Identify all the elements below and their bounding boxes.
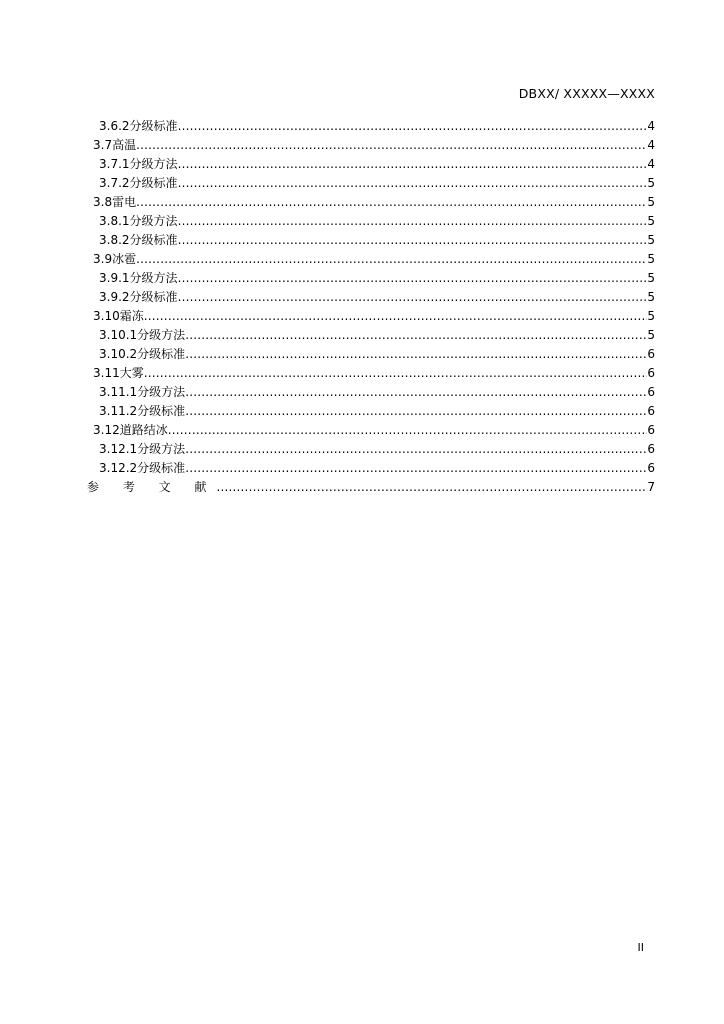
toc-entry[interactable] — [99, 326, 655, 345]
toc-entry-title: 分级方法 — [129, 271, 178, 285]
toc-entry[interactable] — [99, 459, 655, 478]
toc-entry-number: 3.12 — [93, 423, 120, 437]
toc-entry-title: 分级方法 — [137, 442, 186, 456]
toc-dot-leader — [216, 478, 647, 497]
toc-entry-page-number: 6 — [647, 347, 655, 361]
toc-entry[interactable] — [93, 364, 655, 383]
toc-entry-title: 分级标准 — [137, 461, 186, 475]
toc-entry-page-number: 6 — [647, 366, 655, 380]
toc-entry-page-number: 4 — [647, 138, 655, 152]
toc-dot-leader — [136, 193, 647, 212]
toc-entry-number: 3.6.2 — [99, 119, 130, 133]
toc-dot-leader — [185, 402, 647, 421]
toc-entry[interactable] — [99, 117, 655, 136]
toc-dot-leader — [178, 117, 648, 136]
toc-entry-number: 3.12.1 — [99, 442, 138, 456]
toc-entry-page-number: 4 — [647, 119, 655, 133]
document-code-header: DBXX/ XXXXX—XXXX — [518, 86, 655, 101]
toc-entry-title: 分级方法 — [137, 328, 186, 342]
toc-entry-number: 3.12.2 — [99, 461, 138, 475]
toc-dot-leader — [178, 174, 648, 193]
toc-entry-page-number: 5 — [647, 309, 655, 323]
toc-entry[interactable] — [99, 383, 655, 402]
toc-entry-title: 分级方法 — [137, 385, 186, 399]
toc-entry-page-number: 6 — [647, 385, 655, 399]
toc-entry-number: 3.9.1 — [99, 271, 130, 285]
toc-entry-number: 3.11.2 — [99, 404, 138, 418]
toc-entry-number: 3.10.2 — [99, 347, 138, 361]
toc-entry-page-number: 6 — [647, 442, 655, 456]
toc-entry-number: 3.11.1 — [99, 385, 138, 399]
toc-dot-leader — [144, 307, 648, 326]
toc-dot-leader — [178, 155, 648, 174]
toc-entry[interactable] — [99, 174, 655, 193]
toc-entry[interactable] — [99, 288, 655, 307]
toc-entry[interactable] — [99, 345, 655, 364]
toc-entry-page-number: 6 — [647, 461, 655, 475]
toc-entry-page-number: 5 — [647, 252, 655, 266]
toc-entry-title: 分级方法 — [129, 157, 178, 171]
toc-entry-number: 3.8 — [93, 195, 113, 209]
toc-entry-title: 分级方法 — [129, 214, 178, 228]
toc-dot-leader — [185, 459, 647, 478]
toc-entry-page-number: 5 — [647, 176, 655, 190]
toc-entry-page-number: 5 — [647, 271, 655, 285]
toc-entry[interactable] — [93, 193, 655, 212]
page-number-footer: II — [637, 941, 644, 954]
toc-entry-title: 分级标准 — [129, 233, 178, 247]
toc-entry[interactable] — [93, 421, 655, 440]
toc-dot-leader — [168, 421, 648, 440]
toc-entry-number: 3.8.2 — [99, 233, 130, 247]
toc-entry-title: 冰雹 — [112, 252, 137, 266]
toc-entry-page-number: 5 — [647, 214, 655, 228]
toc-entry-number: 3.7.2 — [99, 176, 130, 190]
toc-entry-title: 雷电 — [112, 195, 137, 209]
toc-entry-title: 分级标准 — [137, 347, 186, 361]
toc-dot-leader — [178, 231, 648, 250]
toc-entry-page-number: 5 — [647, 328, 655, 342]
toc-dot-leader — [185, 383, 647, 402]
toc-entry[interactable] — [99, 212, 655, 231]
toc-entry-title: 大雾 — [119, 366, 144, 380]
toc-entry[interactable] — [93, 250, 655, 269]
toc-entry[interactable] — [99, 440, 655, 459]
toc-entry-title: 分级标准 — [137, 404, 186, 418]
toc-entry-page-number: 4 — [647, 157, 655, 171]
toc-entry-number: 3.10 — [93, 309, 120, 323]
toc-dot-leader — [185, 326, 647, 345]
toc-dot-leader — [136, 136, 647, 155]
toc-entry-page-number: 5 — [647, 233, 655, 247]
toc-entry[interactable] — [93, 307, 655, 326]
toc-entry-title: 道路结冰 — [119, 423, 168, 437]
toc-dot-leader — [185, 440, 647, 459]
toc-dot-leader — [178, 288, 648, 307]
toc-dot-leader — [178, 269, 648, 288]
toc-entry[interactable] — [87, 478, 655, 497]
toc-entry-number: 3.9.2 — [99, 290, 130, 304]
toc-entry-title: 分级标准 — [129, 290, 178, 304]
toc-entry-number: 3.7 — [93, 138, 113, 152]
toc-entry-number: 3.11 — [93, 366, 120, 380]
toc-entry-page-number: 5 — [647, 195, 655, 209]
toc-entry[interactable] — [93, 136, 655, 155]
toc-dot-leader — [144, 364, 648, 383]
toc-entry[interactable] — [99, 269, 655, 288]
toc-entry-title: 分级标准 — [129, 119, 178, 133]
toc-entry[interactable] — [99, 231, 655, 250]
toc-entry-page-number: 6 — [647, 423, 655, 437]
toc-entry-title: 霜冻 — [119, 309, 144, 323]
toc-entry[interactable] — [99, 402, 655, 421]
toc-dot-leader — [136, 250, 647, 269]
toc-entry-title: 参 考 文 献 — [87, 480, 217, 494]
toc-entry-title: 高温 — [112, 138, 137, 152]
toc-entry-number: 3.10.1 — [99, 328, 138, 342]
toc-entry-title: 分级标准 — [129, 176, 178, 190]
toc-entry-page-number: 6 — [647, 404, 655, 418]
toc-entry-number: 3.8.1 — [99, 214, 130, 228]
toc-dot-leader — [185, 345, 647, 364]
toc-entry-page-number: 5 — [647, 290, 655, 304]
toc-entry[interactable] — [99, 155, 655, 174]
toc-entry-number: 3.9 — [93, 252, 113, 266]
toc-dot-leader — [178, 212, 648, 231]
toc-entry-page-number: 7 — [647, 480, 655, 494]
toc-entry-number: 3.7.1 — [99, 157, 130, 171]
